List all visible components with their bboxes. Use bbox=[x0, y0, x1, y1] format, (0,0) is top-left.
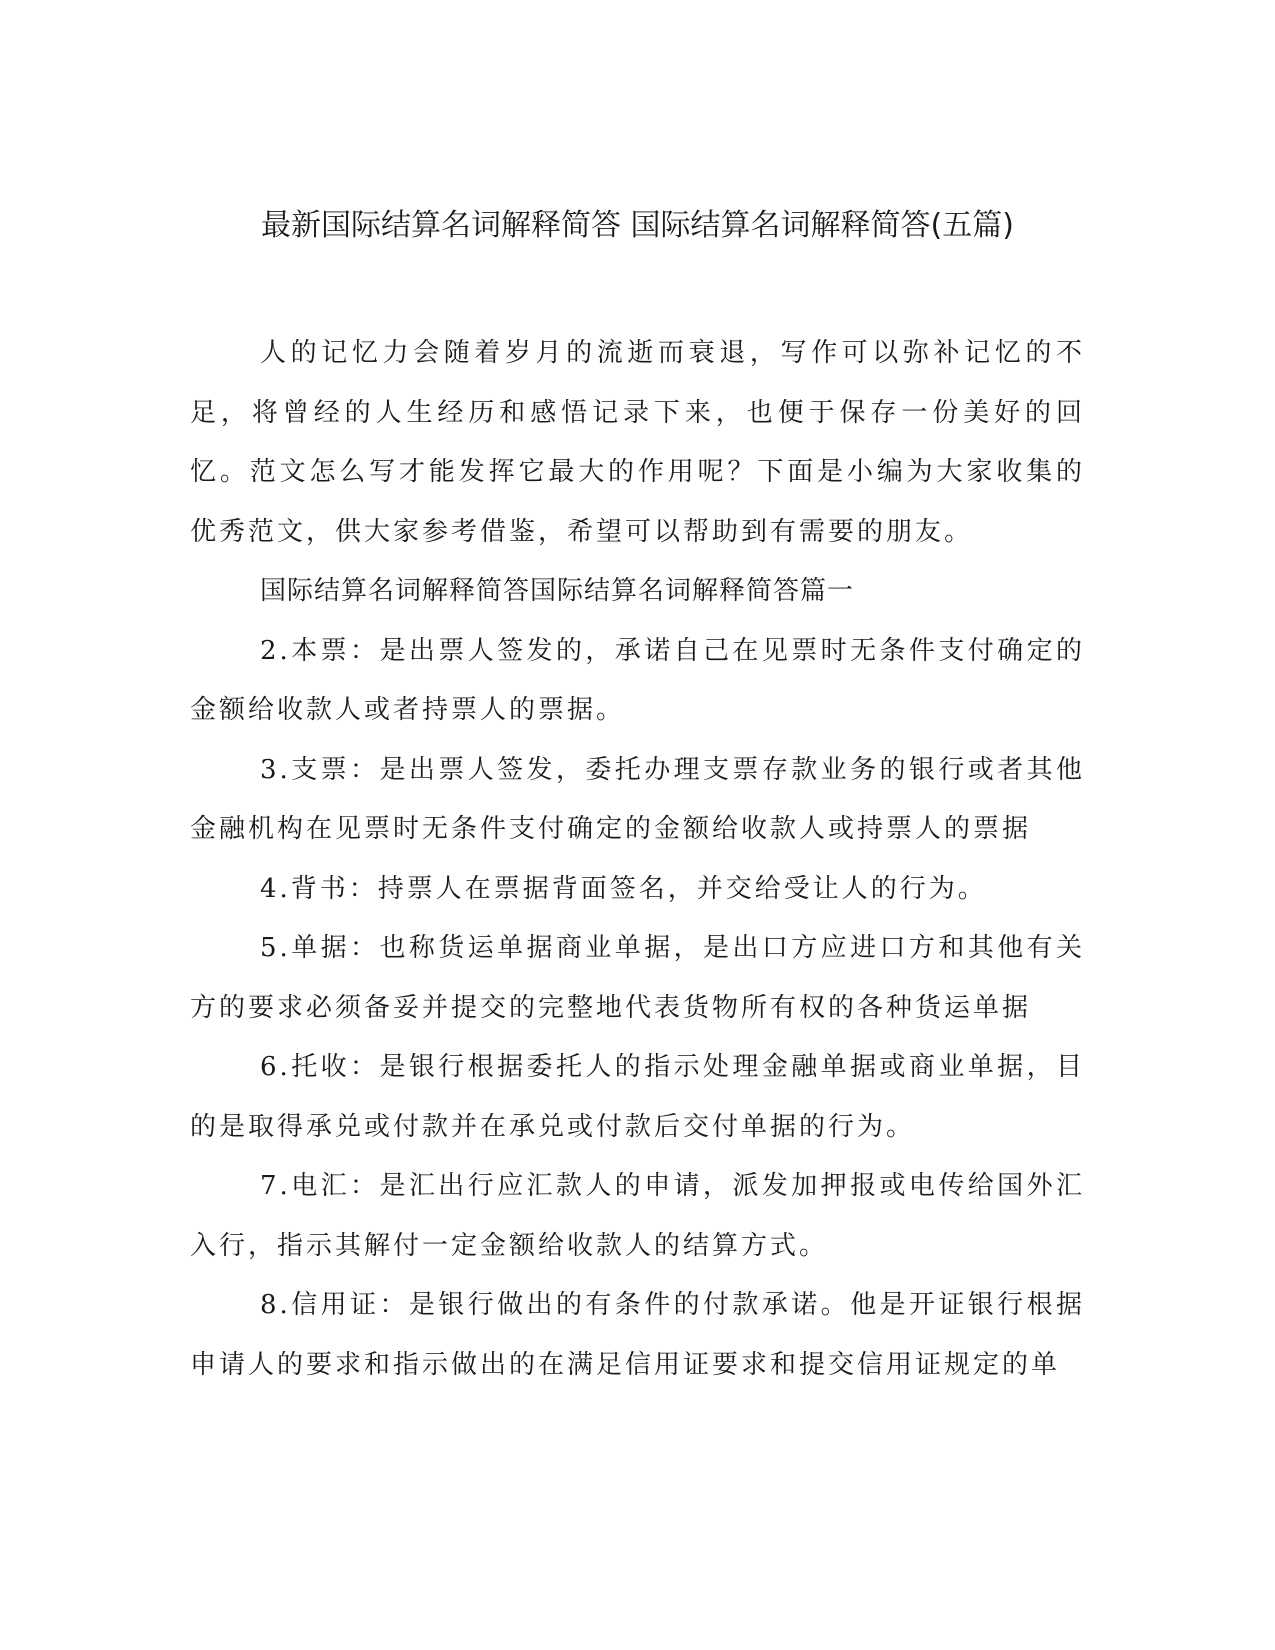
document-body bbox=[190, 324, 1085, 1395]
definition-item-cheque: 3.支票：是出票人签发，委托办理支票存款业务的银行或者其他金融机构在见票时无条件支付确定的金额给收款人或持票人的票据 bbox=[190, 754, 1085, 844]
definition-item-documents: 5.单据：也称货运单据商业单据，是出口方应进口方和其他有关方的要求必须备妥并提交的完整地代表货物所有权的各种货运单据 bbox=[190, 933, 1085, 1023]
document-title: 最新国际结算名词解释简答 国际结算名词解释简答(五篇) bbox=[261, 208, 1014, 243]
definition-item-promissory-note: 2.本票：是出票人签发的，承诺自己在见票时无条件支付确定的金额给收款人或者持票人的票据。 bbox=[190, 635, 1085, 725]
definition-item-endorsement: 4.背书：持票人在票据背面签名，并交给受让人的行为。 bbox=[260, 873, 987, 904]
intro-paragraph: 人的记忆力会随着岁月的流逝而衰退，写作可以弥补记忆的不足，将曾经的人生经历和感悟记录下来，也便于保存一份美好的回忆。范文怎么写才能发挥它最大的作用呢？下面是小编为大家收集的优秀范文，供大家参考借鉴，希望可以帮助到有需要的朋友。 bbox=[190, 338, 1085, 547]
section-heading: 国际结算名词解释简答国际结算名词解释简答篇一 bbox=[260, 576, 855, 606]
definition-item-telegraphic-transfer: 7.电汇：是汇出行应汇款人的申请，派发加押报或电传给国外汇入行，指示其解付一定金额给收款人的结算方式。 bbox=[190, 1171, 1085, 1261]
definition-item-letter-of-credit: 8.信用证：是银行做出的有条件的付款承诺。他是开证银行根据申请人的要求和指示做出的在满足信用证要求和提交信用证规定的单 bbox=[190, 1290, 1085, 1380]
definition-item-collection: 6.托收：是银行根据委托人的指示处理金融单据或商业单据，目的是取得承兑或付款并在承兑或付款后交付单据的行为。 bbox=[190, 1052, 1085, 1142]
